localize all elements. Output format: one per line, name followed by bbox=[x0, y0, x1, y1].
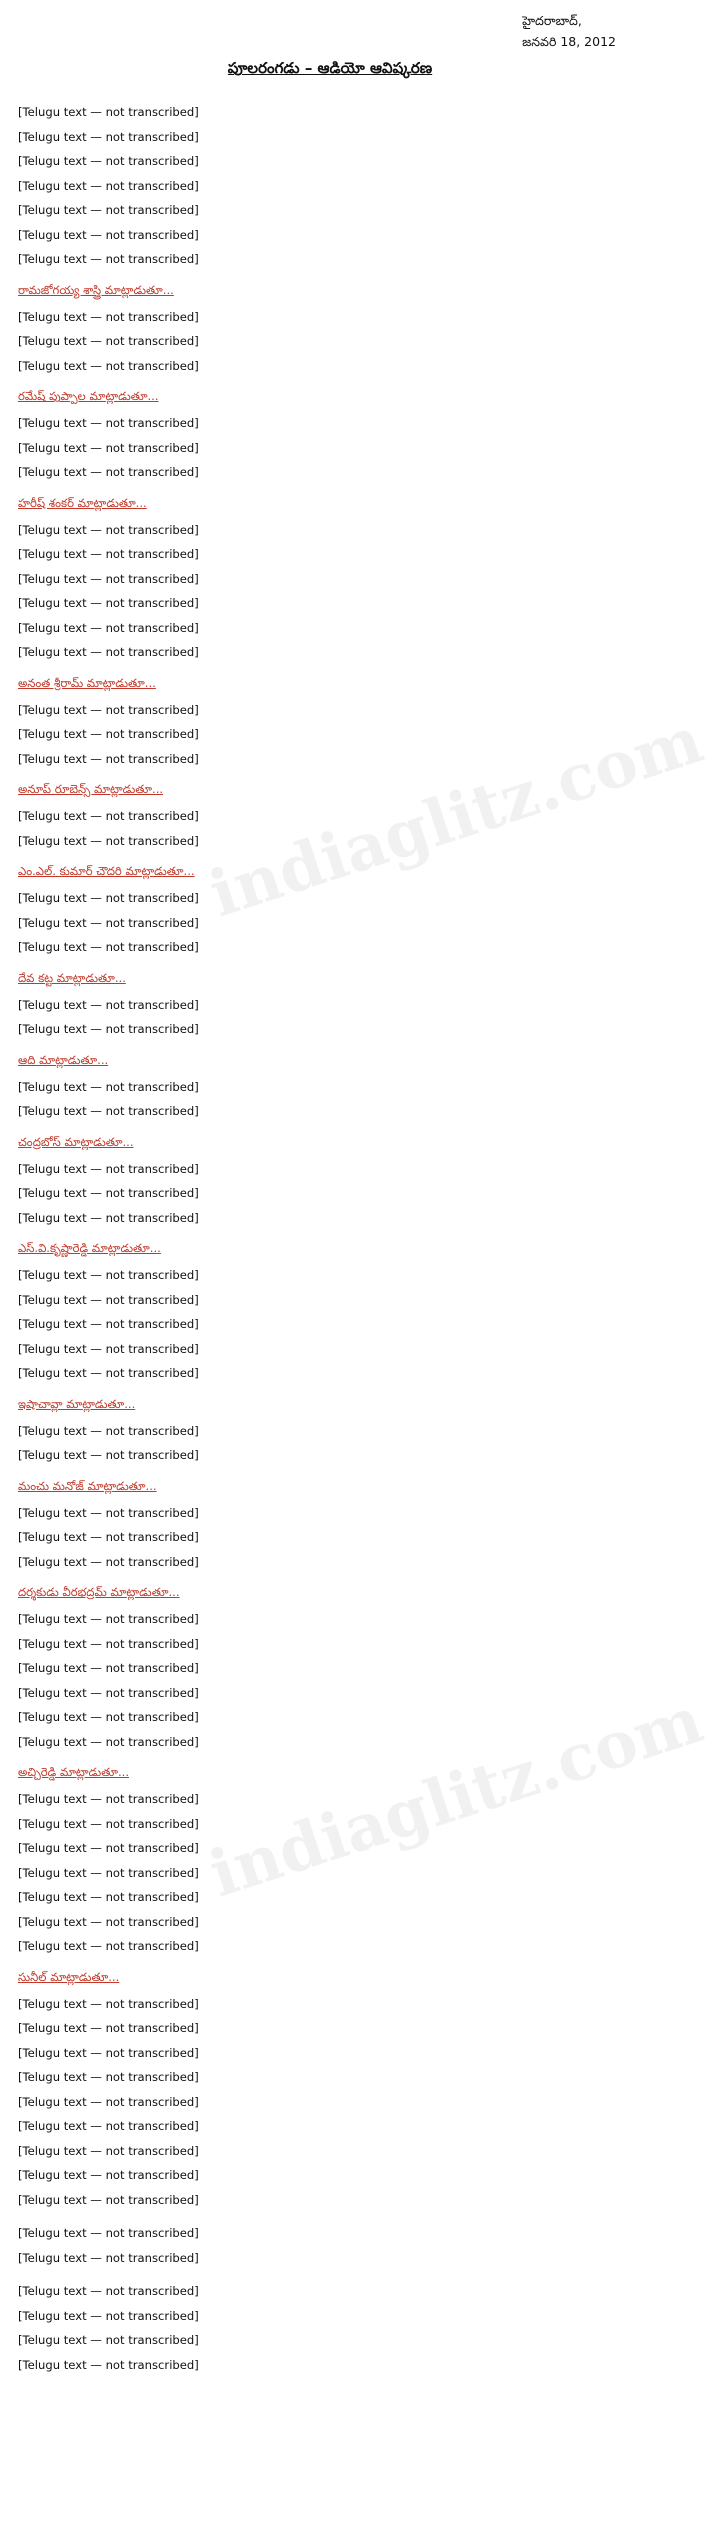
paragraph-line: [Telugu text — not transcribed] bbox=[18, 2143, 199, 2158]
paragraph-line: [Telugu text — not transcribed] bbox=[18, 1104, 199, 1118]
paragraph-line: [Telugu text — not transcribed] bbox=[18, 915, 199, 930]
speaker-heading: ఎస్.వి.కృష్ణారెడ్డి మాట్లాడుతూ... bbox=[18, 1241, 161, 1255]
paragraph-line: [Telugu text — not transcribed] bbox=[18, 178, 199, 193]
speaker-heading: రామజోగయ్య శాస్త్రి మాట్లాడుతూ... bbox=[18, 282, 174, 297]
paragraph-line: [Telugu text — not transcribed] bbox=[18, 522, 199, 537]
speaker-heading: అనంత శ్రీరామ్ మాట్లాడుతూ... bbox=[18, 675, 156, 690]
speaker-heading: సునీల్ మాట్లాడుతూ... bbox=[18, 1969, 120, 1984]
closing-paragraph bbox=[18, 2221, 642, 2270]
speaker-paragraph bbox=[18, 698, 642, 772]
paragraph-line: [Telugu text — not transcribed] bbox=[18, 1366, 199, 1380]
paragraph-line: [Telugu text — not transcribed] bbox=[18, 1685, 199, 1700]
speaker-paragraph bbox=[18, 886, 642, 960]
paragraph-line: [Telugu text — not transcribed] bbox=[18, 2045, 199, 2060]
speaker-paragraph bbox=[18, 1992, 642, 2213]
paragraph-line: [Telugu text — not transcribed] bbox=[18, 105, 199, 119]
watermark-2: indiaglitz.com bbox=[200, 1682, 711, 1913]
paragraph-line: [Telugu text — not transcribed] bbox=[18, 1914, 199, 1929]
paragraph-line: [Telugu text — not transcribed] bbox=[18, 1734, 199, 1749]
paragraph-line: [Telugu text — not transcribed] bbox=[18, 1505, 199, 1520]
paragraph-line: [Telugu text — not transcribed] bbox=[18, 2168, 199, 2182]
paragraph-line: [Telugu text — not transcribed] bbox=[18, 1841, 199, 1855]
paragraph-line: [Telugu text — not transcribed] bbox=[18, 2284, 199, 2298]
paragraph-line: [Telugu text — not transcribed] bbox=[18, 1939, 199, 1953]
paragraph-line: [Telugu text — not transcribed] bbox=[18, 1816, 199, 1831]
paragraph-line: [Telugu text — not transcribed] bbox=[18, 571, 199, 586]
dateline-date: జనవరి 18, 2012 bbox=[522, 34, 616, 50]
speaker-heading: ఇషాచావ్లా మాట్లాడుతూ... bbox=[18, 1396, 136, 1411]
speaker-heading: మంచు మనోజ్ మాట్లాడుతూ... bbox=[18, 1478, 157, 1493]
paragraph-line: [Telugu text — not transcribed] bbox=[18, 252, 199, 266]
intro-paragraph bbox=[18, 100, 642, 272]
paragraph-line: [Telugu text — not transcribed] bbox=[18, 1996, 199, 2011]
speaker-heading: హరీష్ శంకర్ మాట్లాడుతూ... bbox=[18, 495, 147, 510]
closing-paragraph bbox=[18, 2279, 642, 2377]
speaker-paragraph bbox=[18, 518, 642, 665]
paragraph-line: [Telugu text — not transcribed] bbox=[18, 1661, 199, 1675]
paragraph-line: [Telugu text — not transcribed] bbox=[18, 334, 199, 348]
paragraph-line: [Telugu text — not transcribed] bbox=[18, 1890, 199, 1904]
watermark-1: indiaglitz.com bbox=[200, 702, 711, 933]
paragraph-line: [Telugu text — not transcribed] bbox=[18, 1612, 199, 1626]
paragraph-line: [Telugu text — not transcribed] bbox=[18, 440, 199, 455]
paragraph-line: [Telugu text — not transcribed] bbox=[18, 465, 199, 479]
paragraph-line: [Telugu text — not transcribed] bbox=[18, 1636, 199, 1651]
paragraph-line: [Telugu text — not transcribed] bbox=[18, 1710, 199, 1724]
paragraph-line: [Telugu text — not transcribed] bbox=[18, 416, 199, 430]
page-title: పూలరంగడు – ఆడియో ఆవిష్కరణ bbox=[227, 59, 433, 77]
article-body bbox=[18, 100, 642, 2386]
paragraph-line: [Telugu text — not transcribed] bbox=[18, 1448, 199, 1462]
dateline-location: హైదరాబాద్, bbox=[522, 13, 582, 28]
speaker-paragraph bbox=[18, 1075, 642, 1124]
paragraph-line: [Telugu text — not transcribed] bbox=[18, 940, 199, 954]
paragraph-line: [Telugu text — not transcribed] bbox=[18, 2070, 199, 2084]
speaker-heading: ఎం.ఎల్. కుమార్ చౌదరి మాట్లాడుతూ... bbox=[18, 864, 195, 878]
paragraph-line: [Telugu text — not transcribed] bbox=[18, 997, 199, 1012]
paragraph-line: [Telugu text — not transcribed] bbox=[18, 702, 199, 717]
paragraph-line: [Telugu text — not transcribed] bbox=[18, 1268, 199, 1282]
paragraph-line: [Telugu text — not transcribed] bbox=[18, 2308, 199, 2323]
paragraph-line: [Telugu text — not transcribed] bbox=[18, 1423, 199, 1438]
speaker-heading: రమేష్ పుప్పాల మాట్లాడుతూ... bbox=[18, 389, 159, 403]
speaker-paragraph bbox=[18, 1419, 642, 1468]
paragraph-line: [Telugu text — not transcribed] bbox=[18, 1317, 199, 1331]
paragraph-line: [Telugu text — not transcribed] bbox=[18, 1554, 199, 1569]
speaker-heading: అనూప్ రూబెన్స్ మాట్లాడుతూ... bbox=[18, 782, 164, 796]
paragraph-line: [Telugu text — not transcribed] bbox=[18, 891, 199, 905]
paragraph-line: [Telugu text — not transcribed] bbox=[18, 1865, 199, 1880]
speaker-heading: చంద్రబోస్ మాట్లాడుతూ... bbox=[18, 1134, 134, 1149]
speaker-paragraph bbox=[18, 1607, 642, 1754]
paragraph-line: [Telugu text — not transcribed] bbox=[18, 596, 199, 610]
speaker-paragraph bbox=[18, 993, 642, 1042]
paragraph-line: [Telugu text — not transcribed] bbox=[18, 727, 199, 741]
paragraph-line: [Telugu text — not transcribed] bbox=[18, 203, 199, 217]
paragraph-line: [Telugu text — not transcribed] bbox=[18, 2119, 199, 2133]
paragraph-line: [Telugu text — not transcribed] bbox=[18, 2250, 199, 2265]
speaker-paragraph bbox=[18, 305, 642, 379]
paragraph-line: [Telugu text — not transcribed] bbox=[18, 227, 199, 242]
speaker-heading: అచ్చిరెడ్డి మాట్లాడుతూ... bbox=[18, 1765, 130, 1779]
paragraph-line: [Telugu text — not transcribed] bbox=[18, 2333, 199, 2347]
speaker-paragraph bbox=[18, 1263, 642, 1386]
paragraph-line: [Telugu text — not transcribed] bbox=[18, 620, 199, 635]
speaker-heading: దేవ కట్ట మాట్లాడుతూ... bbox=[18, 970, 126, 985]
paragraph-line: [Telugu text — not transcribed] bbox=[18, 1079, 199, 1094]
speaker-paragraph bbox=[18, 1787, 642, 1959]
paragraph-line: [Telugu text — not transcribed] bbox=[18, 2021, 199, 2035]
speaker-paragraph bbox=[18, 804, 642, 853]
paragraph-line: [Telugu text — not transcribed] bbox=[18, 1186, 199, 1200]
paragraph-line: [Telugu text — not transcribed] bbox=[18, 645, 199, 659]
speaker-paragraph bbox=[18, 411, 642, 485]
paragraph-line: [Telugu text — not transcribed] bbox=[18, 1341, 199, 1356]
paragraph-line: [Telugu text — not transcribed] bbox=[18, 2226, 199, 2240]
paragraph-line: [Telugu text — not transcribed] bbox=[18, 1161, 199, 1176]
paragraph-line: [Telugu text — not transcribed] bbox=[18, 2192, 199, 2207]
paragraph-line: [Telugu text — not transcribed] bbox=[18, 2357, 199, 2372]
paragraph-line: [Telugu text — not transcribed] bbox=[18, 1530, 199, 1544]
paragraph-line: [Telugu text — not transcribed] bbox=[18, 2094, 199, 2109]
paragraph-line: [Telugu text — not transcribed] bbox=[18, 1022, 199, 1036]
paragraph-line: [Telugu text — not transcribed] bbox=[18, 129, 199, 144]
paragraph-line: [Telugu text — not transcribed] bbox=[18, 1792, 199, 1806]
dateline bbox=[522, 10, 616, 53]
paragraph-line: [Telugu text — not transcribed] bbox=[18, 358, 199, 373]
title-wrap bbox=[0, 58, 660, 81]
paragraph-line: [Telugu text — not transcribed] bbox=[18, 751, 199, 766]
speaker-heading: దర్శకుడు వీరభద్రమ్ మాట్లాడుతూ... bbox=[18, 1585, 180, 1599]
paragraph-line: [Telugu text — not transcribed] bbox=[18, 547, 199, 561]
paragraph-line: [Telugu text — not transcribed] bbox=[18, 809, 199, 823]
speaker-paragraph bbox=[18, 1501, 642, 1575]
paragraph-line: [Telugu text — not transcribed] bbox=[18, 1210, 199, 1225]
speaker-heading: ఆది మాట్లాడుతూ... bbox=[18, 1052, 109, 1067]
paragraph-line: [Telugu text — not transcribed] bbox=[18, 154, 199, 168]
paragraph-line: [Telugu text — not transcribed] bbox=[18, 309, 199, 324]
speaker-paragraph bbox=[18, 1157, 642, 1231]
paragraph-line: [Telugu text — not transcribed] bbox=[18, 1292, 199, 1307]
paragraph-line: [Telugu text — not transcribed] bbox=[18, 833, 199, 848]
